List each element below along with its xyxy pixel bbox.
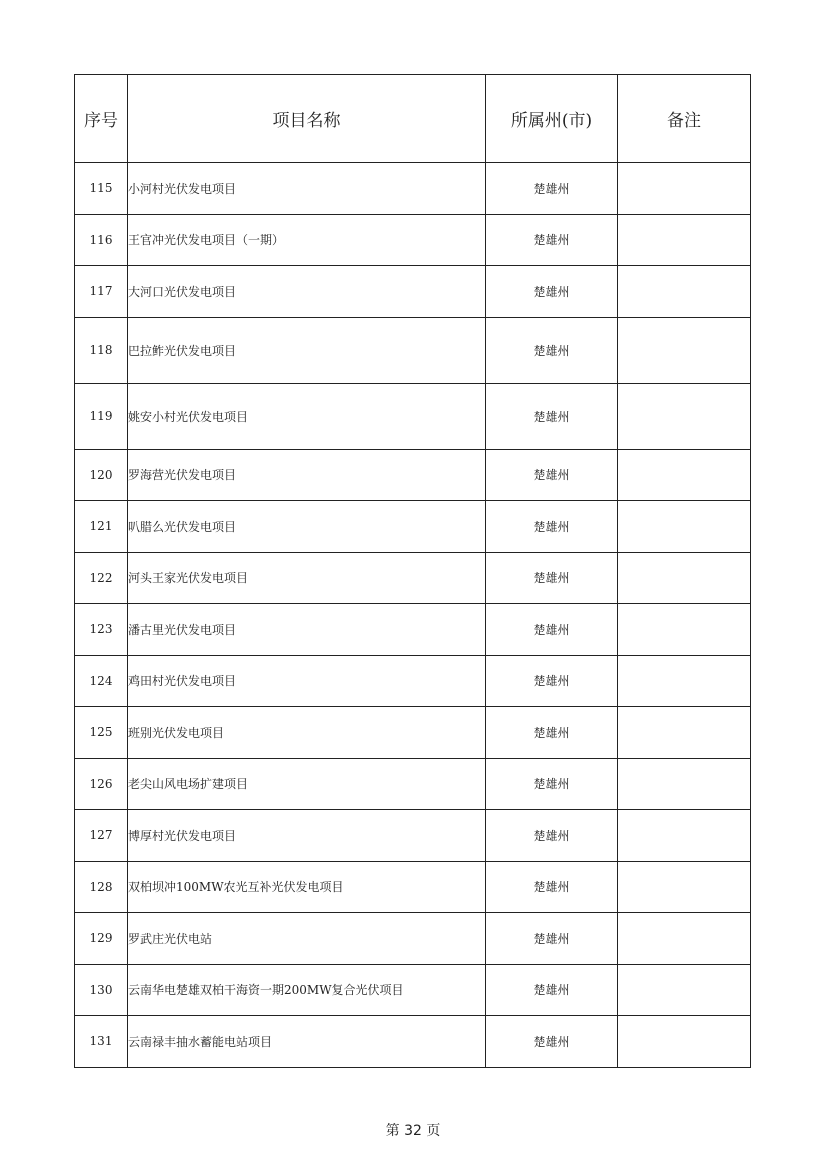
prefecture-cell: 楚雄州: [486, 214, 618, 266]
serial-number-cell: 129: [75, 913, 128, 965]
project-name-cell: 大河口光伏发电项目: [128, 266, 486, 318]
remarks-cell: [618, 552, 751, 604]
project-name-cell: 巴拉鲊光伏发电项目: [128, 317, 486, 383]
remarks-cell: [618, 707, 751, 759]
remarks-cell: [618, 383, 751, 449]
header-remarks: 备注: [618, 75, 751, 163]
prefecture-cell: 楚雄州: [486, 758, 618, 810]
serial-number-cell: 119: [75, 383, 128, 449]
serial-number-cell: 120: [75, 449, 128, 501]
header-serial-number: 序号: [75, 75, 128, 163]
page-number: 第 32 页: [385, 1123, 441, 1139]
project-name-cell: 王官冲光伏发电项目（一期）: [128, 214, 486, 266]
serial-number-cell: 115: [75, 163, 128, 215]
prefecture-cell: 楚雄州: [486, 861, 618, 913]
table-row: [75, 163, 751, 215]
prefecture-cell: 楚雄州: [486, 449, 618, 501]
project-name-cell: 河头王家光伏发电项目: [128, 552, 486, 604]
remarks-cell: [618, 964, 751, 1016]
prefecture-cell: 楚雄州: [486, 266, 618, 318]
remarks-cell: [618, 449, 751, 501]
prefecture-cell: 楚雄州: [486, 707, 618, 759]
prefecture-cell: 楚雄州: [486, 383, 618, 449]
project-name-cell: 云南禄丰抽水蓄能电站项目: [128, 1016, 486, 1068]
serial-number-cell: 127: [75, 810, 128, 862]
table-row: [75, 214, 751, 266]
prefecture-cell: 楚雄州: [486, 552, 618, 604]
table-row: [75, 810, 751, 862]
table-row: [75, 501, 751, 553]
project-name-cell: 姚安小村光伏发电项目: [128, 383, 486, 449]
remarks-cell: [618, 163, 751, 215]
remarks-cell: [618, 214, 751, 266]
table-row: [75, 552, 751, 604]
serial-number-cell: 118: [75, 317, 128, 383]
prefecture-cell: 楚雄州: [486, 964, 618, 1016]
table-row: [75, 449, 751, 501]
table-row: [75, 266, 751, 318]
remarks-cell: [618, 655, 751, 707]
project-name-cell: 老尖山风电场扩建项目: [128, 758, 486, 810]
project-name-cell: 罗武庄光伏电站: [128, 913, 486, 965]
project-name-cell: 罗海营光伏发电项目: [128, 449, 486, 501]
remarks-cell: [618, 317, 751, 383]
serial-number-cell: 123: [75, 604, 128, 656]
table-row: [75, 913, 751, 965]
remarks-cell: [618, 861, 751, 913]
serial-number-cell: 117: [75, 266, 128, 318]
table-row: [75, 655, 751, 707]
serial-number-cell: 128: [75, 861, 128, 913]
prefecture-cell: 楚雄州: [486, 655, 618, 707]
project-name-cell: 小河村光伏发电项目: [128, 163, 486, 215]
remarks-cell: [618, 758, 751, 810]
serial-number-cell: 131: [75, 1016, 128, 1068]
prefecture-cell: 楚雄州: [486, 501, 618, 553]
table-row: [75, 1016, 751, 1068]
table-row: [75, 604, 751, 656]
project-name-cell: 班别光伏发电项目: [128, 707, 486, 759]
remarks-cell: [618, 810, 751, 862]
header-project-name: 项目名称: [128, 75, 486, 163]
prefecture-cell: 楚雄州: [486, 810, 618, 862]
serial-number-cell: 124: [75, 655, 128, 707]
serial-number-cell: 116: [75, 214, 128, 266]
serial-number-cell: 125: [75, 707, 128, 759]
remarks-cell: [618, 501, 751, 553]
remarks-cell: [618, 266, 751, 318]
project-name-cell: 潘古里光伏发电项目: [128, 604, 486, 656]
table-row: [75, 707, 751, 759]
table-row: [75, 964, 751, 1016]
table-body: [75, 163, 751, 1068]
table-row: [75, 317, 751, 383]
serial-number-cell: 121: [75, 501, 128, 553]
remarks-cell: [618, 913, 751, 965]
remarks-cell: [618, 1016, 751, 1068]
prefecture-cell: 楚雄州: [486, 1016, 618, 1068]
project-name-cell: 云南华电楚雄双柏干海资一期200MW复合光伏项目: [128, 964, 486, 1016]
header-prefecture: 所属州(市): [486, 75, 618, 163]
prefecture-cell: 楚雄州: [486, 317, 618, 383]
serial-number-cell: 122: [75, 552, 128, 604]
table-row: [75, 758, 751, 810]
project-name-cell: 鸡田村光伏发电项目: [128, 655, 486, 707]
table-row: [75, 383, 751, 449]
serial-number-cell: 126: [75, 758, 128, 810]
project-name-cell: 叭腊么光伏发电项目: [128, 501, 486, 553]
prefecture-cell: 楚雄州: [486, 604, 618, 656]
table-row: [75, 861, 751, 913]
project-name-cell: 博厚村光伏发电项目: [128, 810, 486, 862]
project-table: [74, 74, 751, 1068]
prefecture-cell: 楚雄州: [486, 913, 618, 965]
remarks-cell: [618, 604, 751, 656]
prefecture-cell: 楚雄州: [486, 163, 618, 215]
project-name-cell: 双柏坝冲100MW农光互补光伏发电项目: [128, 861, 486, 913]
table-header-row: [75, 75, 751, 163]
serial-number-cell: 130: [75, 964, 128, 1016]
